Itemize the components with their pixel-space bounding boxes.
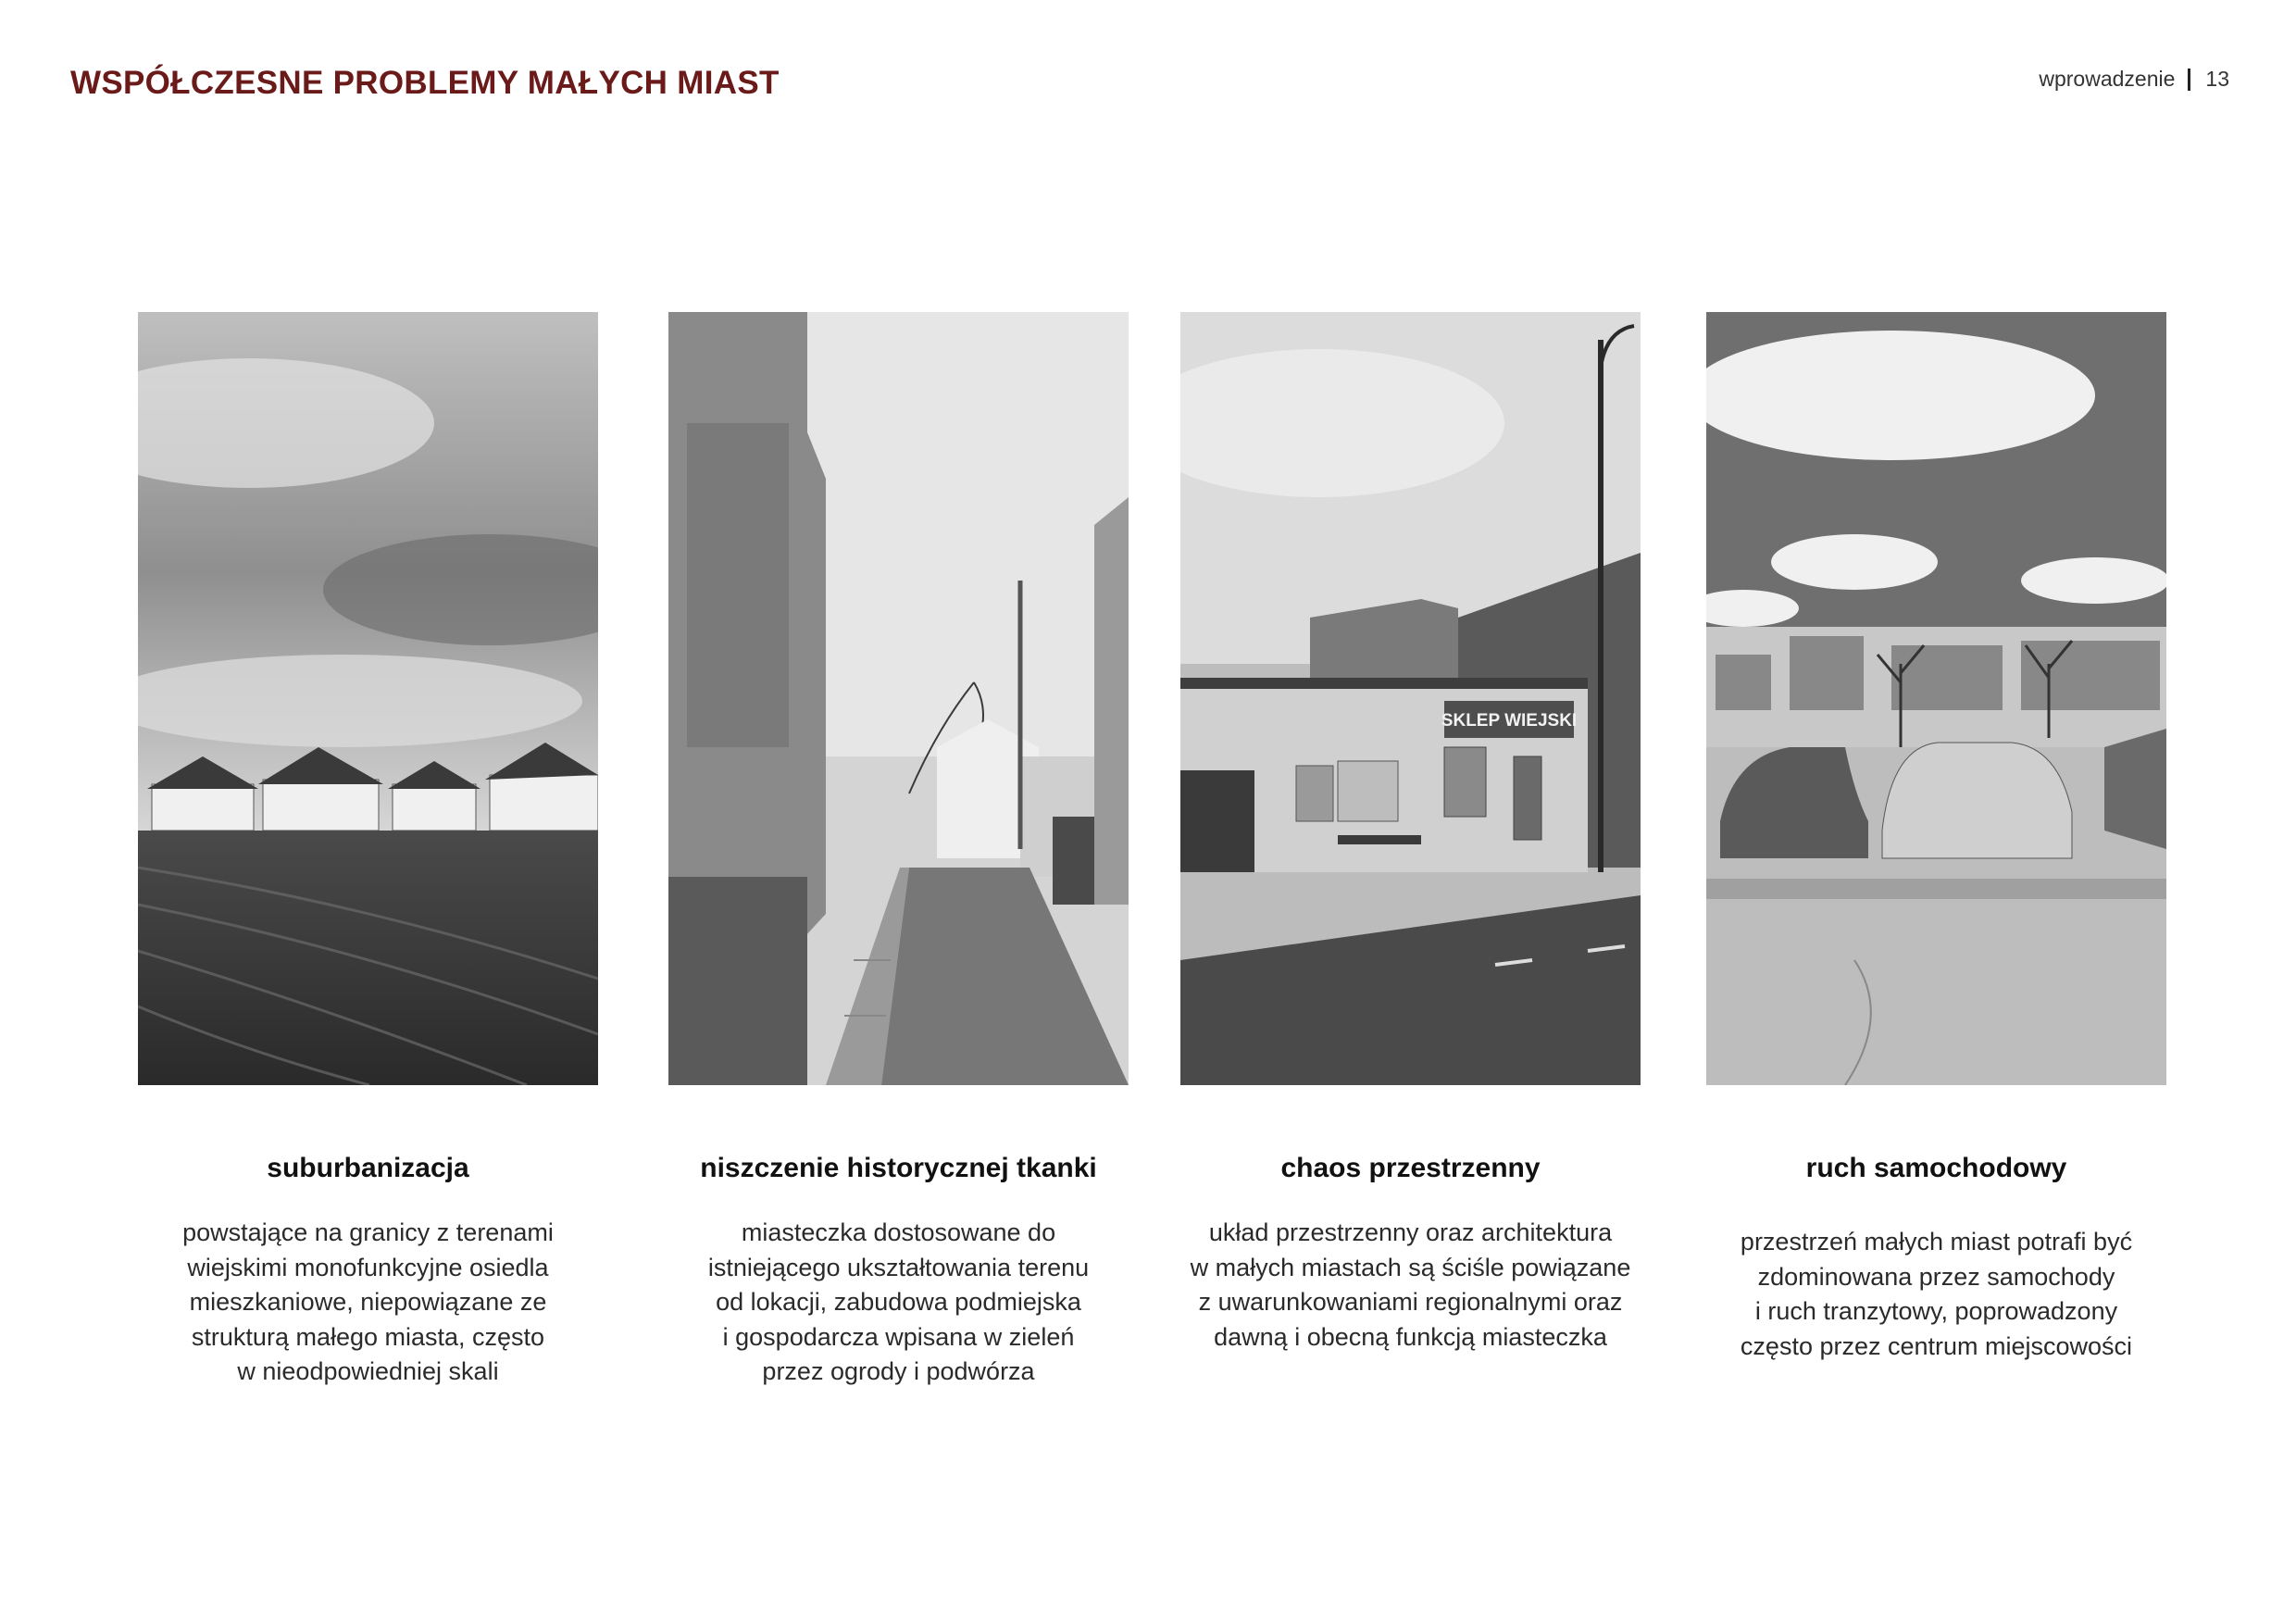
column-heading: niszczenie historycznej tkanki [700,1153,1097,1183]
description-line: wiejskimi monofunkcyjne osiedla [187,1253,549,1281]
description-line: przez ogrody i podwórza [762,1357,1035,1385]
suburbanization-photo [138,312,598,1085]
column-heading: ruch samochodowy [1805,1153,2067,1183]
description-line: mieszkaniowe, niepowiązane ze [189,1288,547,1316]
header-divider [2188,69,2190,91]
column-suburbanization [131,1153,605,1390]
column-heading: suburbanizacja [267,1153,469,1183]
description-line: często przez centrum miejscowości [1740,1331,2133,1360]
section-name: wprowadzenie [2039,67,2176,91]
village-shop-photo [1180,312,1641,1085]
description-line: układ przestrzenny oraz architektura [1208,1218,1613,1246]
page-number: 13 [2205,67,2229,91]
description-line: w nieodpowiedniej skali [237,1357,499,1385]
description-line: powstające na granicy z terenami [182,1218,554,1246]
description-line: z uwarunkowaniami regionalnymi oraz [1198,1288,1623,1316]
parked-cars-photo [1706,312,2166,1085]
description-line: i gospodarcza wpisana w zieleń [722,1322,1075,1351]
description-line: i ruch tranzytowy, poprowadzony [1754,1297,2118,1325]
column-description [662,1216,1135,1390]
description-line: istniejącego ukształtowania terenu [707,1253,1090,1281]
column-car-traffic [1700,1153,2173,1364]
description-line: miasteczka dostosowane do [741,1218,1056,1246]
shop-sign-text: SKLEP WIEJSKI [1441,711,1578,731]
running-header [2039,67,2229,92]
description-line: strukturą małego miasta, często [191,1322,545,1351]
page-title: WSPÓŁCZESNE PROBLEMY MAŁYCH MIAST [70,65,780,101]
column-historic-fabric [662,1153,1135,1390]
column-heading: chaos przestrzenny [1280,1153,1541,1183]
column-description [131,1216,605,1390]
description-line: przestrzeń małych miast potrafi być [1740,1228,2133,1255]
description-line: zdominowana przez samochody [1757,1262,2115,1291]
column-description [1174,1216,1647,1355]
column-spatial-chaos [1174,1153,1647,1355]
description-line: od lokacji, zabudowa podmiejska [716,1288,1081,1316]
column-description [1700,1225,2173,1364]
description-line: w małych miastach są ściśle powiązane [1190,1253,1631,1281]
historic-street-photo [668,312,1129,1085]
description-line: dawną i obecną funkcją miasteczka [1214,1322,1607,1351]
